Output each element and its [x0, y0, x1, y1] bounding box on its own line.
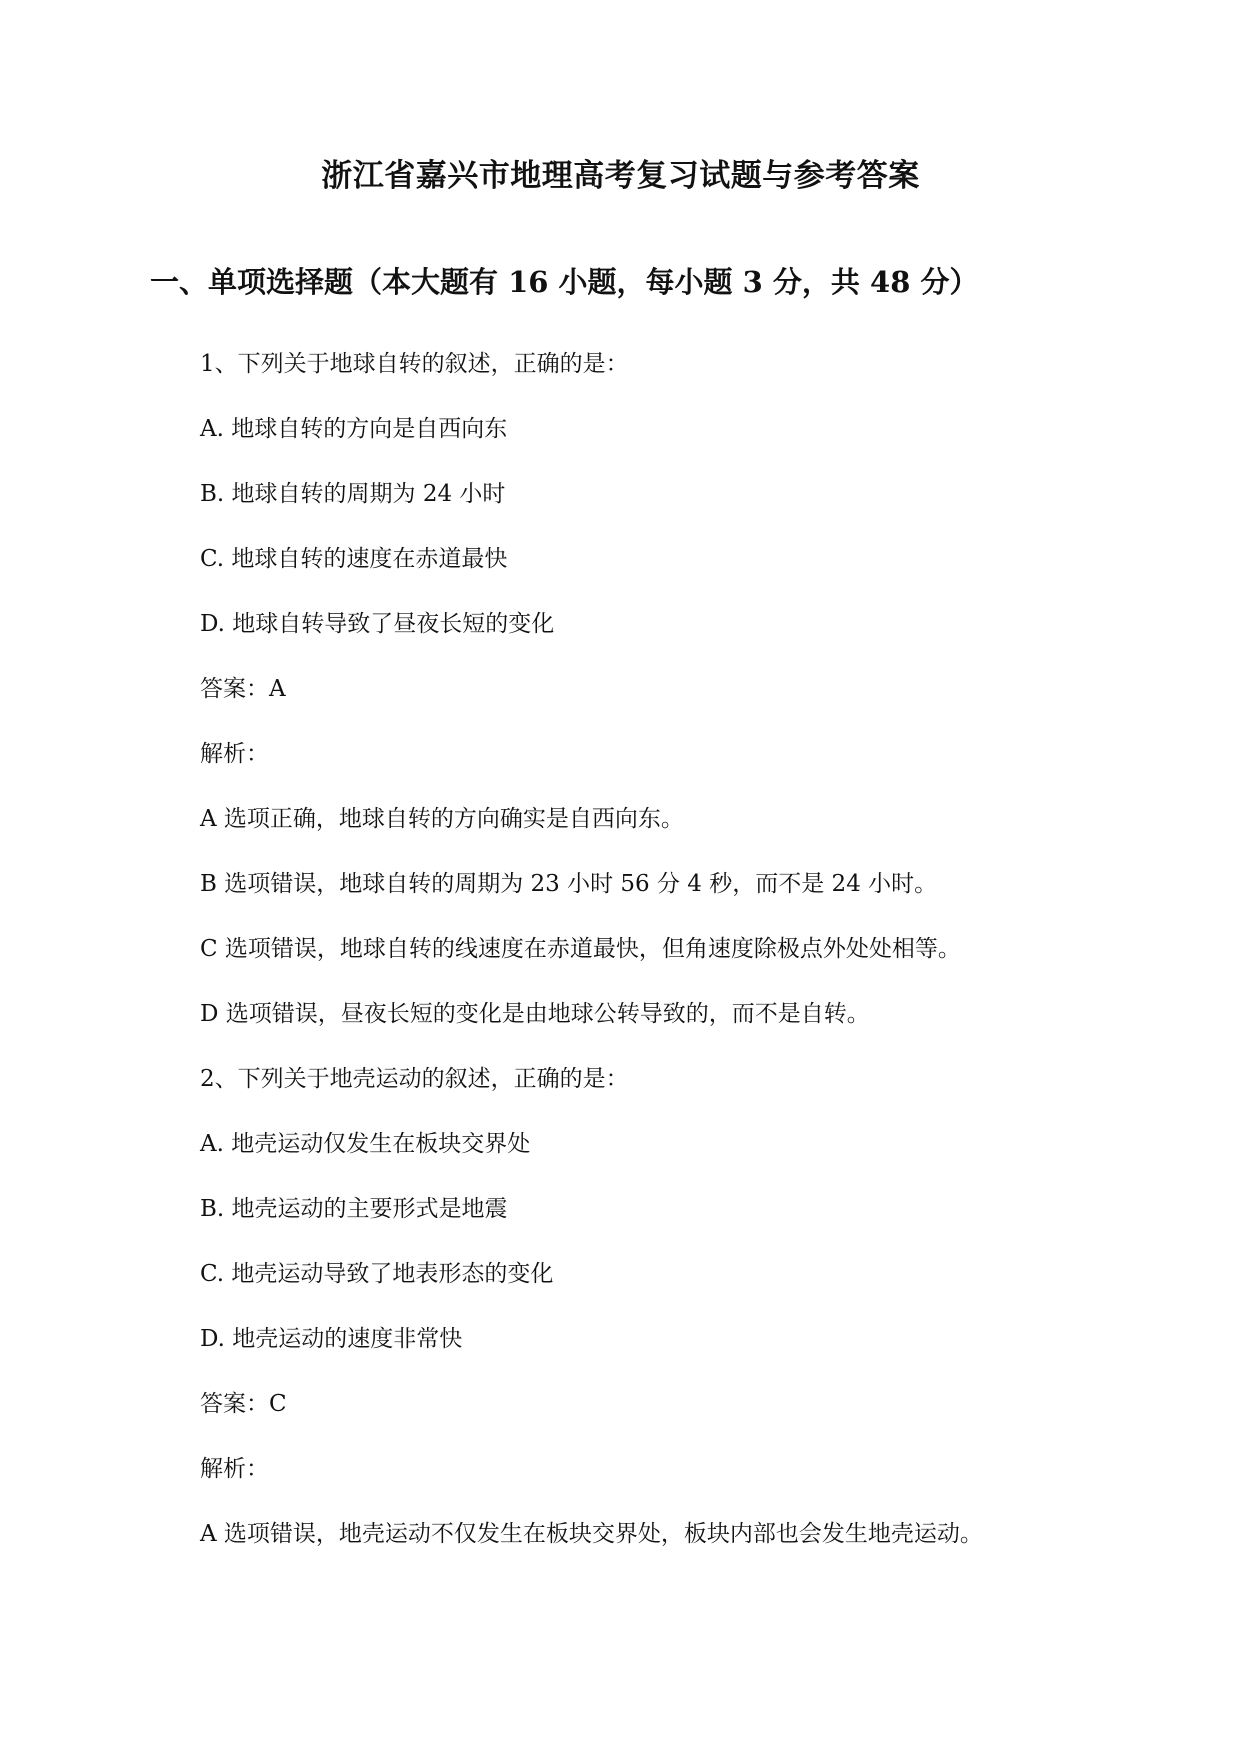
- question-1-answer: 答案：A: [200, 676, 286, 702]
- question-2-analysis-a: A 选项错误，地壳运动不仅发生在板块交界处，板块内部也会发生地壳运动。: [200, 1521, 983, 1547]
- question-1-analysis-c: C 选项错误，地球自转的线速度在赤道最快，但角速度除极点外处处相等。: [200, 936, 961, 962]
- question-1-analysis-label: 解析：: [200, 741, 269, 767]
- question-2-answer: 答案：C: [200, 1391, 287, 1417]
- question-2-analysis-label: 解析：: [200, 1456, 269, 1482]
- section-heading: 一、单项选择题（本大题有 16 小题，每小题 3 分，共 48 分）: [150, 265, 979, 299]
- question-1-option-c: C. 地球自转的速度在赤道最快: [200, 546, 508, 572]
- question-1-analysis-b: B 选项错误，地球自转的周期为 23 小时 56 分 4 秒，而不是 24 小时。: [200, 871, 938, 897]
- question-1-analysis-d: D 选项错误，昼夜长短的变化是由地球公转导致的，而不是自转。: [200, 1001, 870, 1027]
- question-2-stem: 2、下列关于地壳运动的叙述，正确的是：: [200, 1066, 629, 1092]
- question-2-option-d: D. 地壳运动的速度非常快: [200, 1326, 463, 1352]
- question-2-option-b: B. 地壳运动的主要形式是地震: [200, 1196, 508, 1222]
- question-1-stem: 1、下列关于地球自转的叙述，正确的是：: [200, 351, 629, 377]
- document-title: 浙江省嘉兴市地理高考复习试题与参考答案: [321, 158, 920, 194]
- question-1-option-d: D. 地球自转导致了昼夜长短的变化: [200, 611, 555, 637]
- question-2-option-a: A. 地壳运动仅发生在板块交界处: [200, 1131, 531, 1157]
- question-1-analysis-a: A 选项正确，地球自转的方向确实是自西向东。: [200, 806, 684, 832]
- question-1-option-b: B. 地球自转的周期为 24 小时: [200, 481, 506, 507]
- question-2-option-c: C. 地壳运动导致了地表形态的变化: [200, 1261, 554, 1287]
- question-1-option-a: A. 地球自转的方向是自西向东: [200, 416, 508, 442]
